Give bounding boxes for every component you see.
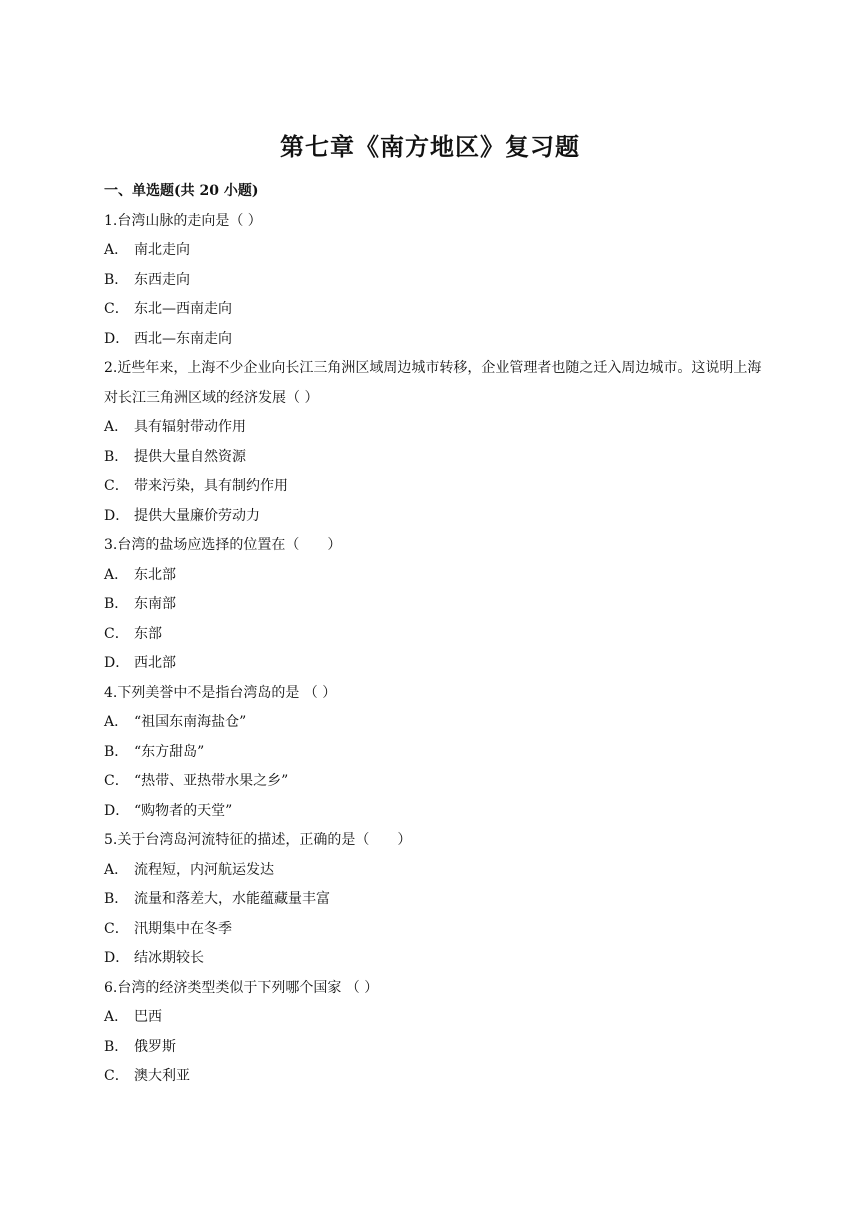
option-letter: B．	[104, 271, 129, 288]
option-letter: A．	[104, 419, 129, 435]
option-letter: C．	[104, 301, 129, 317]
section-heading: 一、单选题(共 20 小题)	[104, 183, 259, 199]
document-content	[104, 177, 768, 1092]
option-b	[104, 885, 768, 915]
option-a	[104, 1003, 768, 1033]
option-text: 具有辐射带动作用	[134, 419, 246, 435]
option-c	[104, 472, 768, 502]
option-a	[104, 413, 768, 443]
option-d	[104, 325, 768, 355]
option-text: 南北走向	[134, 242, 190, 258]
option-letter: A．	[104, 566, 129, 583]
option-d	[104, 502, 768, 532]
question-2	[104, 354, 768, 531]
option-d	[104, 797, 768, 827]
option-c	[104, 295, 768, 325]
option-text: 东部	[134, 625, 162, 642]
option-text: 提供大量廉价劳动力	[134, 507, 260, 524]
option-c	[104, 915, 768, 945]
question-6	[104, 974, 768, 1092]
option-c	[104, 767, 768, 797]
question-5	[104, 826, 768, 974]
question-4	[104, 679, 768, 827]
question-stem: 3.台湾的盐场应选择的位置在（ ）	[104, 537, 342, 553]
option-letter: D．	[104, 950, 130, 966]
option-letter: A．	[104, 242, 129, 258]
option-letter: C．	[104, 625, 129, 642]
option-letter: D．	[104, 802, 130, 819]
option-text: 东西走向	[134, 271, 190, 288]
option-text: 东南部	[134, 596, 176, 612]
question-stem: 6.台湾的经济类型类似于下列哪个国家 （ ）	[104, 979, 379, 996]
option-letter: A．	[104, 861, 129, 878]
question-1	[104, 207, 768, 355]
option-text: 西北—东南走向	[134, 330, 232, 347]
document-title: 第七章《南方地区》复习题	[280, 132, 580, 161]
option-text: 流量和落差大，水能蕴藏量丰富	[134, 891, 330, 907]
option-a	[104, 561, 768, 591]
question-3	[104, 531, 768, 679]
option-letter: C．	[104, 1068, 129, 1084]
option-b	[104, 738, 768, 768]
option-letter: A．	[104, 1009, 129, 1025]
option-letter: B．	[104, 1038, 129, 1055]
option-text: 东北—西南走向	[134, 301, 232, 317]
option-c	[104, 1062, 768, 1092]
question-stem: 4.下列美誉中不是指台湾岛的是 （ ）	[104, 684, 337, 701]
option-text: 澳大利亚	[134, 1068, 190, 1084]
option-text: “东方甜岛”	[134, 743, 205, 760]
option-a	[104, 236, 768, 266]
question-stem: 1.台湾山脉的走向是（ ）	[104, 212, 262, 229]
option-text: 东北部	[134, 566, 176, 583]
option-letter: B．	[104, 891, 129, 907]
option-letter: D．	[104, 507, 130, 524]
question-stem: 5.关于台湾岛河流特征的描述，正确的是（ ）	[104, 832, 412, 848]
option-b	[104, 443, 768, 473]
option-c	[104, 620, 768, 650]
option-text: 提供大量自然资源	[134, 448, 246, 465]
option-text: 带来污染，具有制约作用	[134, 478, 288, 494]
option-text: “热带、亚热带水果之乡”	[134, 773, 289, 789]
option-text: “祖国东南海盐仓”	[134, 714, 247, 730]
option-letter: C．	[104, 920, 129, 937]
option-letter: D．	[104, 655, 130, 671]
option-text: 流程短，内河航运发达	[134, 861, 274, 878]
option-letter: B．	[104, 448, 129, 465]
option-text: 巴西	[134, 1009, 162, 1025]
option-a	[104, 708, 768, 738]
option-text: 西北部	[134, 655, 176, 671]
option-text: 结冰期较长	[134, 950, 204, 966]
option-letter: B．	[104, 743, 129, 760]
option-b	[104, 590, 768, 620]
option-b	[104, 1033, 768, 1063]
option-text: “购物者的天堂”	[134, 802, 233, 819]
option-letter: D．	[104, 330, 130, 347]
option-letter: C．	[104, 478, 129, 494]
option-letter: C．	[104, 773, 129, 789]
option-a	[104, 856, 768, 886]
option-letter: A．	[104, 714, 129, 730]
question-stem: 2.近些年来，上海不少企业向长江三角洲区域周边城市转移，企业管理者也随之迁入周边城市。这说明上海对长江三角洲区域的经济发展（ ）	[104, 360, 762, 406]
option-text: 汛期集中在冬季	[134, 920, 232, 937]
option-d	[104, 649, 768, 679]
option-letter: B．	[104, 596, 129, 612]
option-b	[104, 266, 768, 296]
option-d	[104, 944, 768, 974]
option-text: 俄罗斯	[134, 1038, 176, 1055]
